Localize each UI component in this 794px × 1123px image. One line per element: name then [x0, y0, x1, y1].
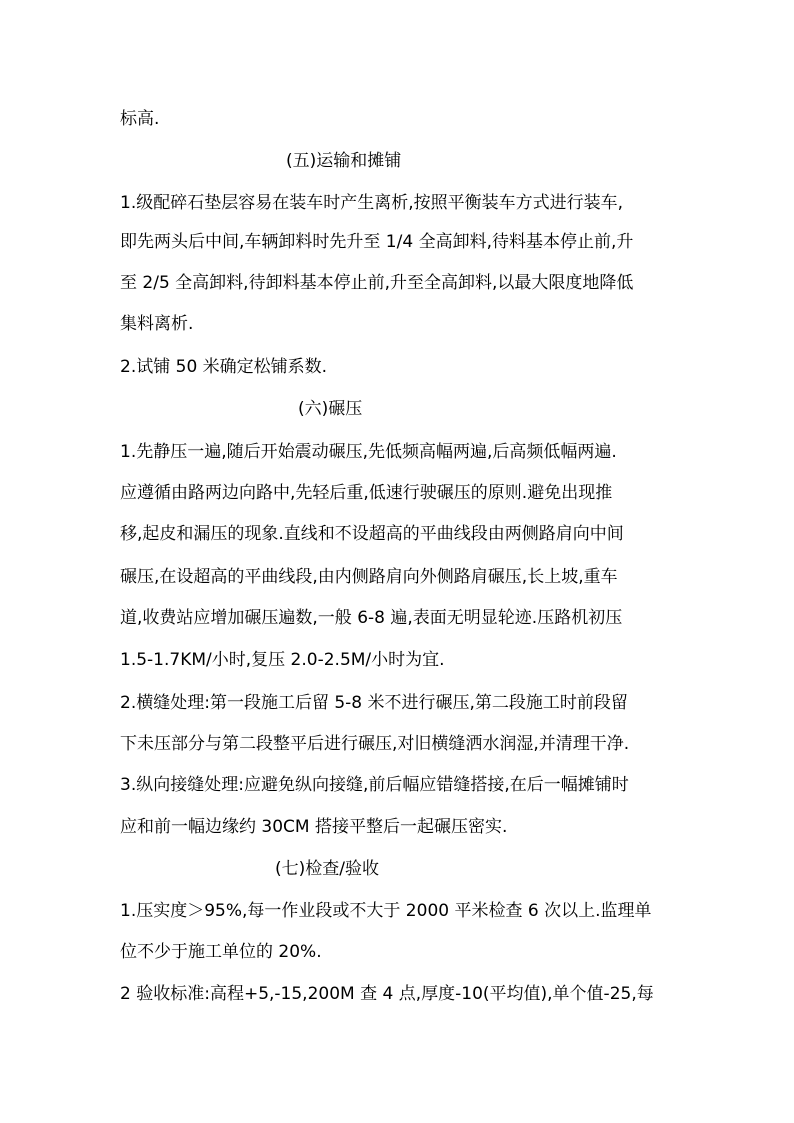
text-line: 下未压部分与第二段整平后进行碾压,对旧横缝洒水润湿,并清理干净.: [120, 734, 630, 754]
text-line: 1.级配碎石垫层容易在装车时产生离析,按照平衡装车方式进行装车,: [120, 193, 624, 213]
text-line: 3.纵向接缝处理:应避免纵向接缝,前后幅应错缝搭接,在后一幅摊铺时: [120, 775, 629, 795]
text-line: 标高.: [120, 109, 160, 129]
text-line: 移,起皮和漏压的现象.直线和不设超高的平曲线段由两侧路肩向中间: [120, 524, 624, 544]
text-line: 1.5-1.7KM/小时,复压 2.0-2.5M/小时为宜.: [120, 650, 445, 670]
section-heading-inspection: (七)检查/验收: [275, 859, 379, 879]
text-line: 至 2/5 全高卸料,待卸料基本停止前,升至全高卸料,以最大限度地降低: [120, 273, 634, 293]
text-line: 应遵循由路两边向路中,先轻后重,低速行驶碾压的原则.避免出现推: [120, 483, 613, 503]
section-heading-rolling: (六)碾压: [298, 399, 363, 419]
text-line: 应和前一幅边缘约 30CM 搭接平整后一起碾压密实.: [120, 817, 508, 837]
text-line: 2.试铺 50 米确定松铺系数.: [120, 357, 328, 377]
section-heading-transport: (五)运输和摊铺: [286, 151, 402, 171]
text-line: 位不少于施工单位的 20%.: [120, 942, 322, 962]
text-line: 集料离析.: [120, 314, 194, 334]
text-line: 道,收费站应增加碾压遍数,一般 6-8 遍,表面无明显轮迹.压路机初压: [120, 608, 623, 628]
text-line: 即先两头后中间,车辆卸料时先升至 1/4 全高卸料,待料基本停止前,升: [120, 232, 634, 252]
text-line: 2.横缝处理:第一段施工后留 5-8 米不进行碾压,第二段施工时前段留: [120, 693, 628, 713]
text-line: 碾压,在设超高的平曲线段,由内侧路肩向外侧路肩碾压,长上坡,重车: [120, 567, 618, 587]
text-line: 1.压实度＞95%,每一作业段或不大于 2000 平米检查 6 次以上.监理单: [120, 901, 652, 921]
text-line: 1.先静压一遍,随后开始震动碾压,先低频高幅两遍,后高频低幅两遍.: [120, 442, 617, 462]
text-line: 2 验收标准:高程+5,-15,200M 查 4 点,厚度-10(平均值),单个值-25,每: [120, 984, 654, 1004]
